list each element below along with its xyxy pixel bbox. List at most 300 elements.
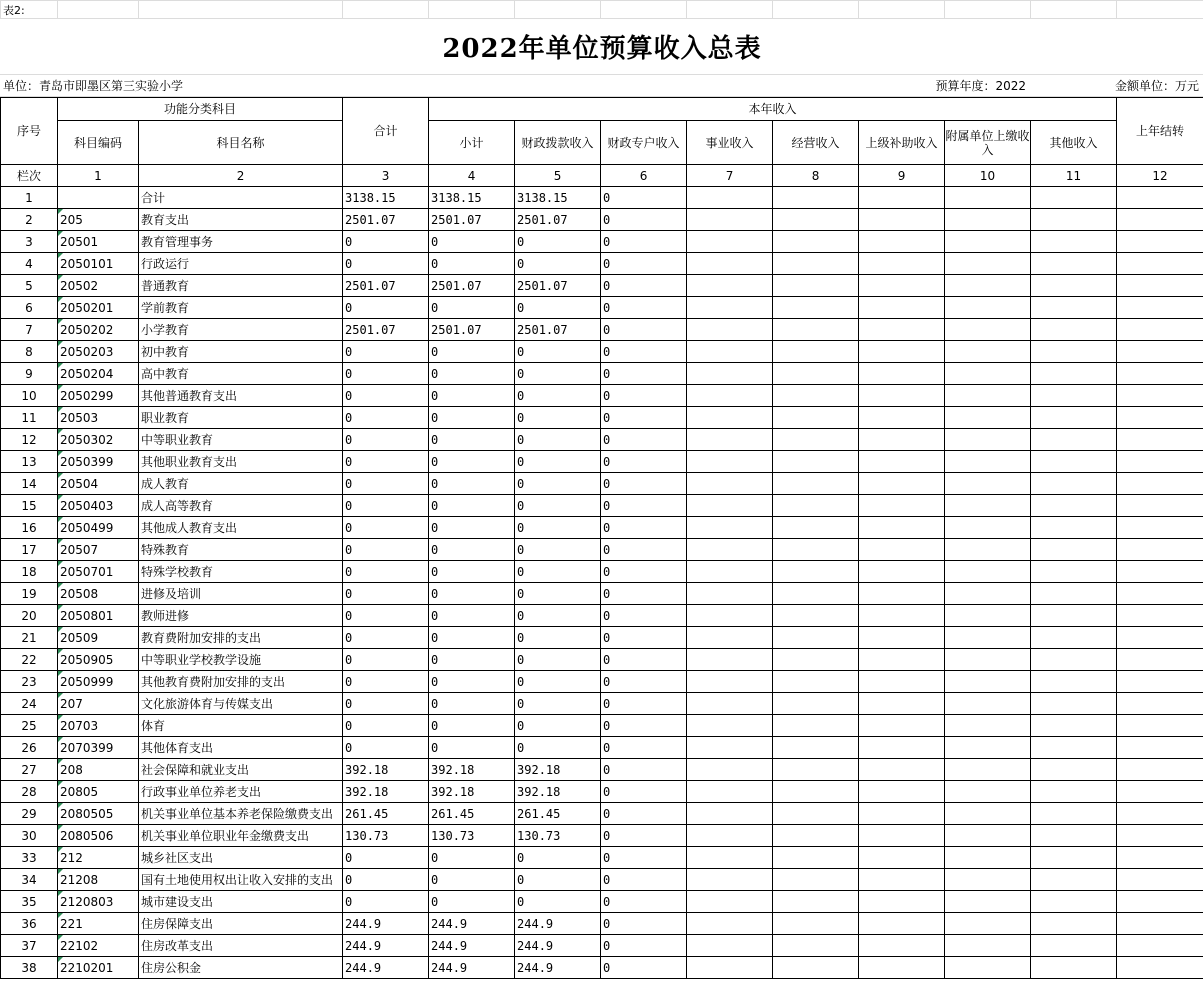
cell-business-income[interactable] [687,935,773,957]
cell-fiscal-special[interactable]: 0 [601,847,687,869]
cell-superior-subsidy[interactable] [859,715,945,737]
cell-subject-name[interactable]: 行政运行 [139,253,343,275]
cell-superior-subsidy[interactable] [859,913,945,935]
cell-affiliated-payment[interactable] [945,539,1031,561]
cell-subject-name[interactable]: 城乡社区支出 [139,847,343,869]
cell-other-income[interactable] [1031,957,1117,979]
grid-cell[interactable] [343,1,429,19]
cell-other-income[interactable] [1031,605,1117,627]
grid-cell[interactable] [515,1,601,19]
cell-prior-year-balance[interactable] [1117,825,1203,847]
cell-prior-year-balance[interactable] [1117,605,1203,627]
cell-total[interactable]: 0 [343,715,429,737]
cell-subject-name[interactable]: 教育费附加安排的支出 [139,627,343,649]
cell-prior-year-balance[interactable] [1117,429,1203,451]
cell-fiscal-special[interactable]: 0 [601,297,687,319]
cell-business-income[interactable] [687,627,773,649]
cell-subtotal[interactable]: 130.73 [429,825,515,847]
cell-subtotal[interactable]: 0 [429,693,515,715]
cell-operating-income[interactable] [773,473,859,495]
cell-subject-name[interactable]: 成人高等教育 [139,495,343,517]
cell-affiliated-payment[interactable] [945,495,1031,517]
cell-operating-income[interactable] [773,869,859,891]
cell-affiliated-payment[interactable] [945,451,1031,473]
cell-fiscal-special[interactable]: 0 [601,825,687,847]
cell-subject-name[interactable]: 其他体育支出 [139,737,343,759]
cell-operating-income[interactable] [773,407,859,429]
cell-fiscal-appropriation[interactable]: 0 [515,869,601,891]
cell-superior-subsidy[interactable] [859,891,945,913]
cell-affiliated-payment[interactable] [945,187,1031,209]
cell-fiscal-special[interactable]: 0 [601,517,687,539]
cell-total[interactable]: 0 [343,847,429,869]
cell-seq[interactable]: 1 [1,187,58,209]
cell-subject-code[interactable]: 20509 [58,627,139,649]
cell-other-income[interactable] [1031,737,1117,759]
cell-operating-income[interactable] [773,539,859,561]
cell-superior-subsidy[interactable] [859,385,945,407]
cell-fiscal-appropriation[interactable]: 0 [515,429,601,451]
column-number-cell[interactable]: 11 [1031,165,1117,187]
cell-affiliated-payment[interactable] [945,671,1031,693]
cell-fiscal-appropriation[interactable]: 0 [515,693,601,715]
cell-subject-code[interactable]: 20501 [58,231,139,253]
cell-business-income[interactable] [687,693,773,715]
cell-subtotal[interactable]: 0 [429,385,515,407]
cell-other-income[interactable] [1031,231,1117,253]
cell-seq[interactable]: 37 [1,935,58,957]
column-number-cell[interactable]: 9 [859,165,945,187]
cell-total[interactable]: 0 [343,627,429,649]
cell-superior-subsidy[interactable] [859,451,945,473]
cell-subtotal[interactable]: 0 [429,891,515,913]
cell-other-income[interactable] [1031,649,1117,671]
cell-operating-income[interactable] [773,825,859,847]
cell-operating-income[interactable] [773,605,859,627]
cell-subject-name[interactable]: 其他普通教育支出 [139,385,343,407]
cell-subtotal[interactable]: 392.18 [429,781,515,803]
grid-cell[interactable] [773,1,859,19]
cell-prior-year-balance[interactable] [1117,187,1203,209]
cell-operating-income[interactable] [773,583,859,605]
cell-subtotal[interactable]: 0 [429,561,515,583]
cell-subject-code[interactable]: 2050203 [58,341,139,363]
column-number-cell[interactable]: 4 [429,165,515,187]
cell-fiscal-appropriation[interactable]: 0 [515,517,601,539]
cell-seq[interactable]: 20 [1,605,58,627]
cell-seq[interactable]: 18 [1,561,58,583]
cell-subject-code[interactable]: 21208 [58,869,139,891]
cell-subject-code[interactable]: 2050299 [58,385,139,407]
cell-fiscal-appropriation[interactable]: 392.18 [515,759,601,781]
cell-prior-year-balance[interactable] [1117,803,1203,825]
cell-business-income[interactable] [687,231,773,253]
cell-subject-name[interactable]: 进修及培训 [139,583,343,605]
cell-other-income[interactable] [1031,781,1117,803]
cell-affiliated-payment[interactable] [945,385,1031,407]
header-prior-year-balance[interactable]: 上年结转 [1117,98,1203,165]
cell-operating-income[interactable] [773,209,859,231]
cell-seq[interactable]: 22 [1,649,58,671]
cell-other-income[interactable] [1031,583,1117,605]
cell-fiscal-special[interactable]: 0 [601,913,687,935]
cell-subject-code[interactable]: 2210201 [58,957,139,979]
cell-subject-code[interactable]: 2120803 [58,891,139,913]
cell-total[interactable]: 0 [343,583,429,605]
cell-affiliated-payment[interactable] [945,605,1031,627]
cell-total[interactable]: 244.9 [343,913,429,935]
cell-subject-name[interactable]: 职业教育 [139,407,343,429]
cell-subject-name[interactable]: 高中教育 [139,363,343,385]
column-number-cell[interactable]: 12 [1117,165,1203,187]
cell-subject-code[interactable]: 22102 [58,935,139,957]
cell-fiscal-special[interactable]: 0 [601,429,687,451]
cell-fiscal-special[interactable]: 0 [601,759,687,781]
cell-business-income[interactable] [687,495,773,517]
cell-subject-code[interactable]: 2080506 [58,825,139,847]
cell-other-income[interactable] [1031,913,1117,935]
cell-fiscal-special[interactable]: 0 [601,451,687,473]
cell-prior-year-balance[interactable] [1117,759,1203,781]
cell-subtotal[interactable]: 0 [429,539,515,561]
cell-fiscal-appropriation[interactable]: 0 [515,847,601,869]
cell-fiscal-special[interactable]: 0 [601,649,687,671]
cell-seq[interactable]: 16 [1,517,58,539]
cell-fiscal-special[interactable]: 0 [601,209,687,231]
cell-subtotal[interactable]: 0 [429,253,515,275]
cell-affiliated-payment[interactable] [945,253,1031,275]
cell-total[interactable]: 2501.07 [343,319,429,341]
cell-total[interactable]: 0 [343,649,429,671]
cell-business-income[interactable] [687,649,773,671]
cell-subject-name[interactable]: 住房公积金 [139,957,343,979]
cell-subtotal[interactable]: 0 [429,429,515,451]
cell-fiscal-appropriation[interactable]: 0 [515,341,601,363]
cell-subject-code[interactable]: 2050403 [58,495,139,517]
cell-seq[interactable]: 21 [1,627,58,649]
cell-subject-name[interactable]: 中等职业学校教学设施 [139,649,343,671]
cell-affiliated-payment[interactable] [945,737,1031,759]
cell-operating-income[interactable] [773,693,859,715]
cell-other-income[interactable] [1031,473,1117,495]
cell-business-income[interactable] [687,209,773,231]
cell-other-income[interactable] [1031,759,1117,781]
cell-subject-code[interactable]: 2050499 [58,517,139,539]
cell-affiliated-payment[interactable] [945,319,1031,341]
cell-subtotal[interactable]: 261.45 [429,803,515,825]
cell-business-income[interactable] [687,957,773,979]
cell-total[interactable]: 130.73 [343,825,429,847]
cell-total[interactable]: 0 [343,341,429,363]
cell-subtotal[interactable]: 0 [429,495,515,517]
cell-affiliated-payment[interactable] [945,209,1031,231]
cell-subject-name[interactable]: 教育管理事务 [139,231,343,253]
cell-seq[interactable]: 19 [1,583,58,605]
cell-prior-year-balance[interactable] [1117,649,1203,671]
header-fiscal-appropriation[interactable]: 财政拨款收入 [515,121,601,165]
cell-seq[interactable]: 10 [1,385,58,407]
cell-fiscal-appropriation[interactable]: 244.9 [515,913,601,935]
cell-prior-year-balance[interactable] [1117,209,1203,231]
cell-subject-name[interactable]: 文化旅游体育与传媒支出 [139,693,343,715]
cell-fiscal-special[interactable]: 0 [601,187,687,209]
cell-prior-year-balance[interactable] [1117,539,1203,561]
cell-total[interactable]: 0 [343,737,429,759]
cell-seq[interactable]: 35 [1,891,58,913]
cell-seq[interactable]: 4 [1,253,58,275]
column-number-cell[interactable]: 7 [687,165,773,187]
cell-prior-year-balance[interactable] [1117,627,1203,649]
cell-other-income[interactable] [1031,495,1117,517]
cell-fiscal-appropriation[interactable]: 0 [515,671,601,693]
cell-total[interactable]: 0 [343,451,429,473]
cell-operating-income[interactable] [773,759,859,781]
cell-business-income[interactable] [687,583,773,605]
cell-subtotal[interactable]: 0 [429,451,515,473]
cell-business-income[interactable] [687,869,773,891]
page-title[interactable]: 2022年单位预算收入总表 [1,19,1203,75]
cell-operating-income[interactable] [773,913,859,935]
cell-total[interactable]: 244.9 [343,957,429,979]
cell-affiliated-payment[interactable] [945,517,1031,539]
cell-subject-name[interactable]: 住房改革支出 [139,935,343,957]
cell-prior-year-balance[interactable] [1117,583,1203,605]
cell-subject-code[interactable]: 20703 [58,715,139,737]
cell-affiliated-payment[interactable] [945,275,1031,297]
cell-superior-subsidy[interactable] [859,297,945,319]
cell-other-income[interactable] [1031,803,1117,825]
cell-operating-income[interactable] [773,627,859,649]
cell-superior-subsidy[interactable] [859,517,945,539]
cell-operating-income[interactable] [773,561,859,583]
cell-seq[interactable]: 28 [1,781,58,803]
cell-business-income[interactable] [687,737,773,759]
cell-operating-income[interactable] [773,671,859,693]
cell-prior-year-balance[interactable] [1117,451,1203,473]
cell-business-income[interactable] [687,913,773,935]
cell-subject-name[interactable]: 合计 [139,187,343,209]
cell-fiscal-special[interactable]: 0 [601,957,687,979]
cell-subtotal[interactable]: 0 [429,847,515,869]
cell-business-income[interactable] [687,781,773,803]
cell-subject-name[interactable]: 普通教育 [139,275,343,297]
cell-superior-subsidy[interactable] [859,231,945,253]
cell-subtotal[interactable]: 0 [429,627,515,649]
cell-seq[interactable]: 38 [1,957,58,979]
grid-cell[interactable] [58,1,139,19]
cell-subject-name[interactable]: 其他教育费附加安排的支出 [139,671,343,693]
cell-business-income[interactable] [687,385,773,407]
cell-prior-year-balance[interactable] [1117,473,1203,495]
cell-subtotal[interactable]: 244.9 [429,913,515,935]
cell-total[interactable]: 2501.07 [343,275,429,297]
cell-subject-code[interactable]: 20502 [58,275,139,297]
cell-fiscal-special[interactable]: 0 [601,495,687,517]
column-number-cell[interactable]: 栏次 [1,165,58,187]
cell-affiliated-payment[interactable] [945,715,1031,737]
cell-subject-code[interactable]: 2050399 [58,451,139,473]
unit-label[interactable]: 单位：青岛市即墨区第三实验小学 [1,75,773,97]
cell-subtotal[interactable]: 0 [429,605,515,627]
cell-fiscal-special[interactable]: 0 [601,275,687,297]
cell-subject-code[interactable]: 20507 [58,539,139,561]
cell-fiscal-special[interactable]: 0 [601,253,687,275]
cell-fiscal-special[interactable]: 0 [601,561,687,583]
cell-fiscal-special[interactable]: 0 [601,891,687,913]
cell-business-income[interactable] [687,671,773,693]
cell-fiscal-appropriation[interactable]: 3138.15 [515,187,601,209]
cell-business-income[interactable] [687,847,773,869]
cell-operating-income[interactable] [773,253,859,275]
cell-prior-year-balance[interactable] [1117,715,1203,737]
cell-business-income[interactable] [687,825,773,847]
cell-seq[interactable]: 9 [1,363,58,385]
cell-fiscal-appropriation[interactable]: 0 [515,451,601,473]
cell-prior-year-balance[interactable] [1117,891,1203,913]
cell-seq[interactable]: 12 [1,429,58,451]
cell-fiscal-appropriation[interactable]: 0 [515,363,601,385]
cell-other-income[interactable] [1031,385,1117,407]
cell-total[interactable]: 0 [343,385,429,407]
cell-operating-income[interactable] [773,341,859,363]
cell-subject-code[interactable]: 20508 [58,583,139,605]
cell-business-income[interactable] [687,517,773,539]
cell-business-income[interactable] [687,605,773,627]
cell-subject-name[interactable]: 成人教育 [139,473,343,495]
cell-fiscal-special[interactable]: 0 [601,671,687,693]
cell-fiscal-special[interactable]: 0 [601,693,687,715]
cell-business-income[interactable] [687,297,773,319]
cell-business-income[interactable] [687,803,773,825]
cell-seq[interactable]: 36 [1,913,58,935]
cell-total[interactable]: 0 [343,671,429,693]
cell-subject-code[interactable]: 221 [58,913,139,935]
cell-fiscal-special[interactable]: 0 [601,737,687,759]
cell-fiscal-special[interactable]: 0 [601,363,687,385]
cell-subject-name[interactable]: 中等职业教育 [139,429,343,451]
cell-subject-name[interactable]: 特殊教育 [139,539,343,561]
cell-fiscal-appropriation[interactable]: 0 [515,539,601,561]
cell-seq[interactable]: 14 [1,473,58,495]
cell-fiscal-appropriation[interactable]: 0 [515,473,601,495]
column-number-cell[interactable]: 2 [139,165,343,187]
cell-prior-year-balance[interactable] [1117,847,1203,869]
cell-other-income[interactable] [1031,253,1117,275]
cell-superior-subsidy[interactable] [859,803,945,825]
cell-other-income[interactable] [1031,869,1117,891]
header-other-income[interactable]: 其他收入 [1031,121,1117,165]
cell-subject-code[interactable]: 20805 [58,781,139,803]
cell-subject-name[interactable]: 教师进修 [139,605,343,627]
cell-subject-code[interactable]: 212 [58,847,139,869]
cell-fiscal-appropriation[interactable]: 0 [515,253,601,275]
cell-total[interactable]: 0 [343,891,429,913]
cell-subject-name[interactable]: 体育 [139,715,343,737]
cell-superior-subsidy[interactable] [859,583,945,605]
cell-affiliated-payment[interactable] [945,473,1031,495]
cell-subtotal[interactable]: 0 [429,715,515,737]
cell-prior-year-balance[interactable] [1117,671,1203,693]
cell-prior-year-balance[interactable] [1117,869,1203,891]
cell-subtotal[interactable]: 2501.07 [429,275,515,297]
cell-superior-subsidy[interactable] [859,649,945,671]
cell-subject-code[interactable]: 2050999 [58,671,139,693]
cell-operating-income[interactable] [773,451,859,473]
cell-subtotal[interactable]: 0 [429,473,515,495]
cell-other-income[interactable] [1031,363,1117,385]
cell-fiscal-appropriation[interactable]: 0 [515,605,601,627]
cell-superior-subsidy[interactable] [859,847,945,869]
cell-superior-subsidy[interactable] [859,561,945,583]
cell-total[interactable]: 244.9 [343,935,429,957]
cell-total[interactable]: 0 [343,495,429,517]
grid-cell[interactable] [687,1,773,19]
cell-subject-code[interactable]: 207 [58,693,139,715]
cell-other-income[interactable] [1031,407,1117,429]
cell-operating-income[interactable] [773,957,859,979]
cell-business-income[interactable] [687,539,773,561]
cell-other-income[interactable] [1031,671,1117,693]
cell-other-income[interactable] [1031,187,1117,209]
cell-total[interactable]: 0 [343,363,429,385]
cell-affiliated-payment[interactable] [945,649,1031,671]
cell-prior-year-balance[interactable] [1117,957,1203,979]
cell-prior-year-balance[interactable] [1117,517,1203,539]
column-number-cell[interactable]: 6 [601,165,687,187]
cell-seq[interactable]: 27 [1,759,58,781]
cell-subject-code[interactable]: 2050202 [58,319,139,341]
cell-fiscal-appropriation[interactable]: 0 [515,407,601,429]
cell-superior-subsidy[interactable] [859,759,945,781]
header-subject-name[interactable]: 科目名称 [139,121,343,165]
cell-fiscal-appropriation[interactable]: 2501.07 [515,319,601,341]
cell-other-income[interactable] [1031,935,1117,957]
cell-superior-subsidy[interactable] [859,187,945,209]
cell-other-income[interactable] [1031,693,1117,715]
cell-fiscal-special[interactable]: 0 [601,935,687,957]
cell-seq[interactable]: 24 [1,693,58,715]
cell-prior-year-balance[interactable] [1117,913,1203,935]
cell-superior-subsidy[interactable] [859,429,945,451]
cell-business-income[interactable] [687,429,773,451]
cell-other-income[interactable] [1031,297,1117,319]
cell-superior-subsidy[interactable] [859,209,945,231]
cell-fiscal-special[interactable]: 0 [601,539,687,561]
cell-affiliated-payment[interactable] [945,561,1031,583]
cell-other-income[interactable] [1031,539,1117,561]
cell-subtotal[interactable]: 0 [429,341,515,363]
cell-seq[interactable]: 30 [1,825,58,847]
cell-superior-subsidy[interactable] [859,319,945,341]
cell-other-income[interactable] [1031,275,1117,297]
cell-business-income[interactable] [687,473,773,495]
cell-fiscal-appropriation[interactable]: 2501.07 [515,275,601,297]
cell-subject-code[interactable]: 20504 [58,473,139,495]
column-number-cell[interactable]: 3 [343,165,429,187]
cell-subtotal[interactable]: 0 [429,583,515,605]
cell-superior-subsidy[interactable] [859,957,945,979]
cell-superior-subsidy[interactable] [859,693,945,715]
cell-subject-name[interactable]: 其他成人教育支出 [139,517,343,539]
cell-business-income[interactable] [687,319,773,341]
cell-affiliated-payment[interactable] [945,781,1031,803]
cell-operating-income[interactable] [773,297,859,319]
cell-subject-code[interactable] [58,187,139,209]
cell-operating-income[interactable] [773,649,859,671]
cell-fiscal-special[interactable]: 0 [601,407,687,429]
cell-operating-income[interactable] [773,495,859,517]
header-operating-income[interactable]: 经营收入 [773,121,859,165]
